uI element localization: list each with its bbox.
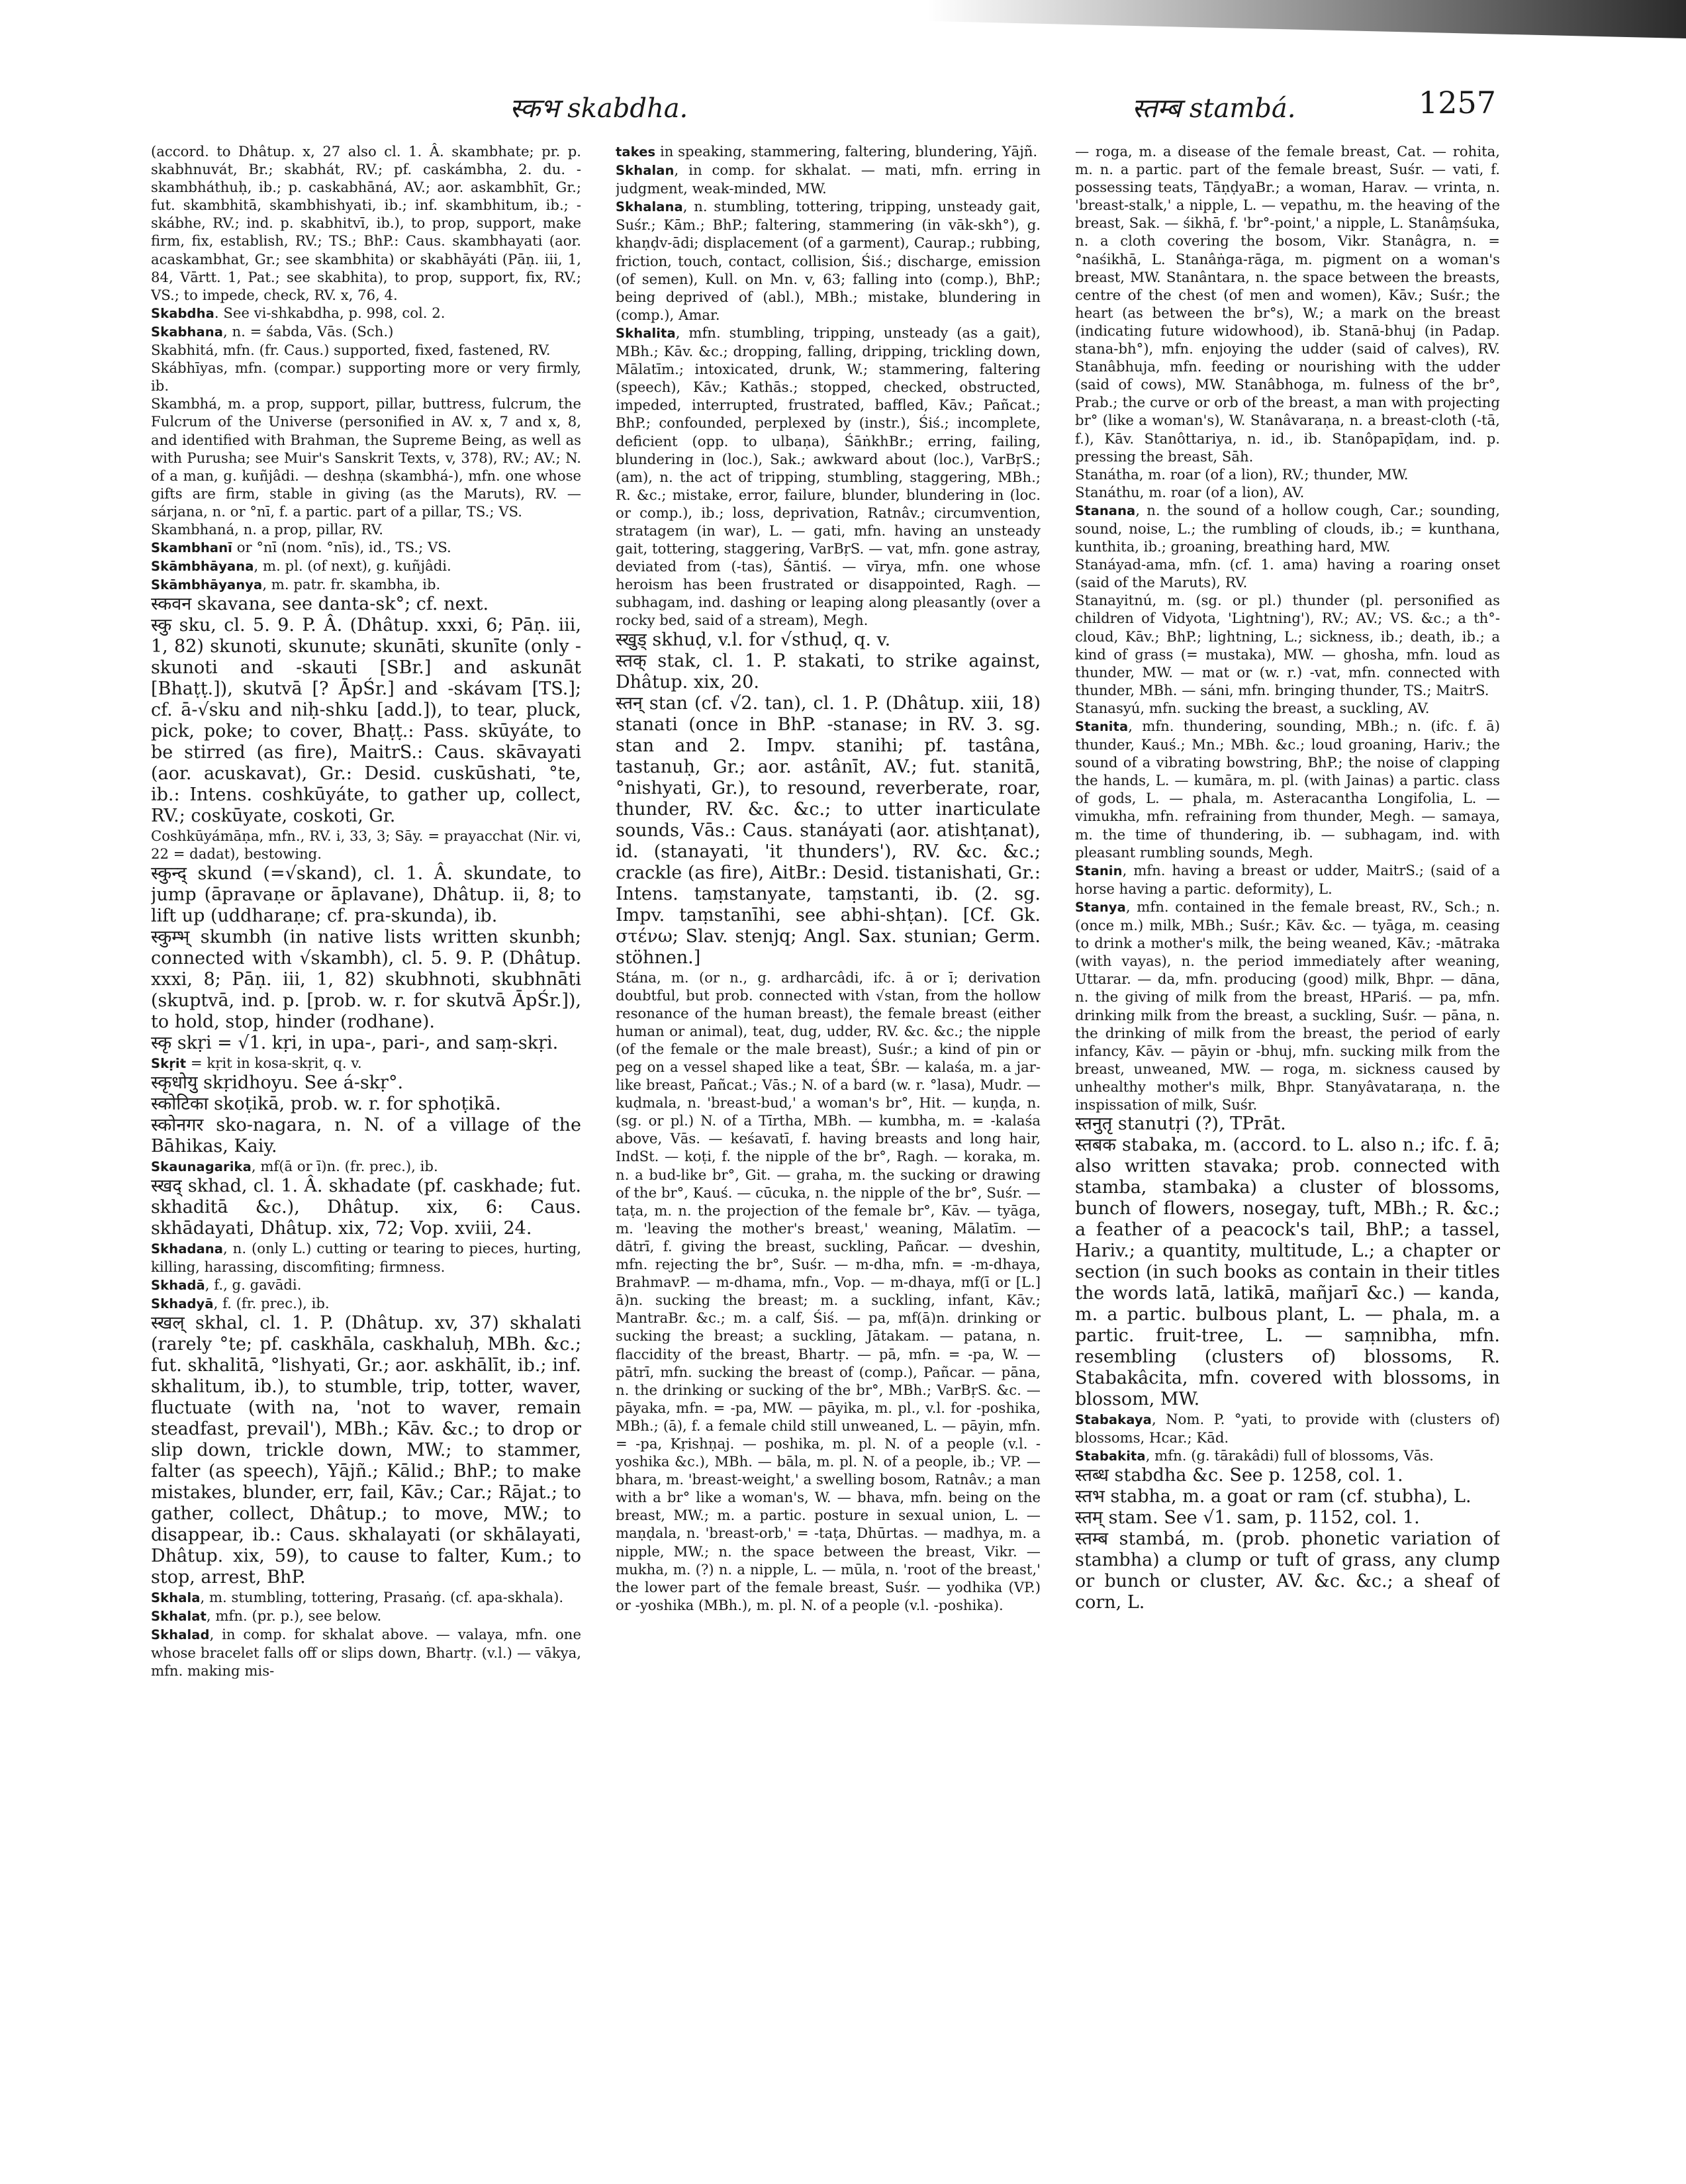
dictionary-entry: Skhalita, mfn. stumbling, tripping, unsteady (as a gait), MBh.; Kāv. &c.; dropping, falling, dripping, trickling down, Mālatīm.; intoxicated, drunk, W.; stammering, faltering (speech), Kāv.; Kathās.; stopped, checked, obstructed, impeded, interrupted, frustrated, baffled, Kāv.; Pañcat.; BhP.; confounded, perplexed by (instr.), Śiś.; incomplete, deficient (opp. to ulbaṇa), ŚāṅkhBr.; erring, failing, blundering in (loc.), Sak.; awkward about (loc.), VarBṛS.; (am), n. the act of tripping, stumbling, staggering, MBh.; R. &c.; mistake, error, failure, blunder, blundering in (loc. or comp.), ib.; loss, deprivation, Ratnâv.; circumvention, stratagem (in war), L. — gati, mfn. having an unsteady gait, tottering, staggering, VarBṛS. — vat, mfn. gone astray, deviated from (-tas), Śāntiś. — vīrya, mfn. one whose heroism has been frustrated or disappointed, Ragh. — subhagam, ind. dashing or leaping along pleasantly (over a rocky bed, said of a stream), Megh.	[616, 324, 1041, 629]
dictionary-entry: Skhala, m. stumbling, tottering, Prasaṅg. (cf. apa-skhala).	[151, 1589, 564, 1606]
dictionary-entry: Skaunagarika, mf(ā or ī)n. (fr. prec.), ib.	[151, 1157, 438, 1174]
dictionary-entry: स्कोटिका skoṭikā, prob. w. r. for sphoṭikā.	[151, 1093, 501, 1114]
dictionary-entry: स्तम् stam. See √1. sam, p. 1152, col. 1.	[1075, 1507, 1420, 1529]
dictionary-entry: Stabakita, mfn. (g. tārakâdi) full of blossoms, Vās.	[1075, 1447, 1434, 1464]
dictionary-entry: स्तनुतृ stanutṛi (?), TPrāt.	[1075, 1114, 1286, 1135]
dictionary-entry: स्कवन skavana, see danta-sk°; cf. next.	[151, 594, 489, 615]
dictionary-entry: Stanátha, m. roar (of a lion), RV.; thunder, MW.	[1075, 465, 1409, 483]
dictionary-entry: स्तभ stabha, m. a goat or ram (cf. stubha), L.	[1075, 1486, 1472, 1507]
dictionary-entry: Stanana, n. the sound of a hollow cough, Car.; sounding, sound, noise, L.; the rumbling of clouds, ib.; = kunthana, kunthita, ib.; groaning, breathing hard, MW.	[1075, 501, 1500, 555]
dictionary-entry: स्खल् skhal, cl. 1. P. (Dhâtup. xv, 37) skhalati (rarely °te; pf. caskhāla, caskhaluḥ, MBh. &c.; fut. skhalitā, °lishyati, Gr.; aor. askhālīt, ib.; inf. skhalitum, ib.), to stumble, trip, totter, waver, fluctuate (with na, 'not to waver, remain steadfast, prevail'), MBh.; Kāv. &c.; to drop or slip down, trickle down, MW.; to stammer, falter (as speech), Yājñ.; Kālid.; BhP.; to make mistakes, blunder, err, fail, Kāv.; Car.; Rājat.; to gather, collect, Dhâtup.; to move, MW.; to disappear, ib.: Caus. skhalayati (or skhālayati, Dhâtup. xix, 59), to cause to falter, Kum.; to stop, arrest, BhP.	[151, 1313, 581, 1588]
dictionary-entry: Skāmbhāyana, m. pl. (of next), g. kuñjâdi.	[151, 557, 451, 575]
dictionary-entry: स्तक् stak, cl. 1. P. stakati, to strike against, Dhâtup. xix, 20.	[616, 650, 1041, 692]
dictionary-entry: Stána, m. (or n., g. ardharcâdi, ifc. ā or ī; derivation doubtful, but prob. connected with √stan, from the hollow resonance of the human breast), the female breast (either human or animal), teat, dug, udder, RV. &c. &c.; the nipple (of the female or the male breast), Suśr.; a kind of pin or peg on a vessel shaped like a teat, ŚBr. — kalaśa, m. a jar-like breast, Pañcat.; Vās.; N. of a bard (w. r. °lasa), Mudr. — kuḍmala, n. 'breast-bud,' a woman's br°, Hit. — kuṇḍa, n. (sg. or pl.) N. of a Tīrtha, MBh. — kumbha, m. = -kalaśa above, Vās. — keśavatī, f. having breasts and long hair, IndSt. — koṭi, f. the nipple of the br°, Ragh. — koraka, m. n. a bud-like br°, Git. — graha, m. the sucking or drawing of the br°, Kauś. — cūcuka, n. the nipple of the br°, Suśr. — taṭa, m. n. the projection of the female br°, Kāv. — tyāga, m. 'leaving the mother's breast,' weaning, Mālatīm. — dātrī, f. giving the breast, suckling, Pañcar. — dveshin, mfn. rejecting the br°, Suśr. — m-dha, mfn. = -m-dhaya, BrahmavP. — m-dhama, mfn., Vop. — m-dhaya, mf(ī or [L.] ā)n. sucking the breast; m. a suckling, infant, Kāv.; MantraBr. &c.; m. a calf, Śiś. — pa, mf(ā)n. drinking or sucking the breast; a suckling, Jātakam. — patana, n. flaccidity of the breast, Bhartṛ. — pā, mfn. = -pa, W. — pātrī, mfn. sucking the breast of (comp.), Pañcar. — pāna, n. the drinking or sucking of the br°, MBh.; VarBṛS. &c. — pāyaka, mfn. = -pa, MW. — pāyika, m. pl., v.l. for -poshika, MBh.; (ā), f. a female child still unweaned, L. — pāyin, mfn. = -pa, Kṛishṇaj. — poshika, m. pl. N. of a people (v.l. -yoshika &c.), MBh. — bāla, m. pl. N. of a people, ib.; VP. — bhara, m. 'breast-weight,' a swelling bosom, Ratnâv.; a man with a br° like a woman's, W. — bhava, mfn. being on the breast, MW.; m. a partic. posture in sexual union, L. — maṇḍala, n. 'breast-orb,' = -taṭa, Dhūrtas. — madhya, m. a nipple, MW.; n. the space between the breast, Vikr. — mukha, m. (?) n. a nipple, L. — mūla, n. 'root of the breast,' the lower part of the female breast, Suśr. — yodhika (VP.) or -yoshika (MBh.), m. pl. N. of a people (v.l. -poshika).	[616, 969, 1041, 1613]
dictionary-entry: Stanin, mfn. having a breast or udder, MaitrS.; (said of a horse having a partic. deformity), L.	[1075, 861, 1500, 897]
dictionary-entry: Skhadyā, f. (fr. prec.), ib.	[151, 1295, 330, 1311]
dictionary-entry: Skambhá, m. a prop, support, pillar, buttress, fulcrum, the Fulcrum of the Universe (personified in AV. x, 7 and x, 8, and identified with Brahman, the Supreme Being, as well as with Purusha; see Muir's Sanskrit Texts, v, 378), RV.; AV.; N. of a man, g. kuñjâdi. — deshṇa (skambhá-), mfn. one whose gifts are firm, stable in giving (as the Maruts), RV. — sárjana, n. or °nī, f. a partic. part of a pillar, TS.; VS.	[151, 395, 581, 520]
dictionary-entry: Stanáyad-ama, mfn. (cf. 1. ama) having a roaring onset (said of the Maruts), RV.	[1075, 556, 1500, 591]
dictionary-entry: Skhadana, n. (only L.) cutting or tearing to pieces, hurting, killing, harassing, discomfiting; firmness.	[151, 1239, 581, 1275]
dictionary-entry: Skábhīyas, mfn. (compar.) supporting more or very firmly, ib.	[151, 359, 581, 395]
dictionary-entry: Stanáthu, m. roar (of a lion), AV.	[1075, 483, 1305, 500]
dictionary-entry: Skṛit = kṛit in kosa-skṛit, q. v.	[151, 1054, 362, 1071]
dictionary-entry: Skāmbhāyanya, m. patr. fr. skambha, ib.	[151, 576, 441, 593]
page-number: 1257	[1418, 85, 1496, 120]
dictionary-entry: स्तबक stabaka, m. (accord. to L. also n.; ifc. f. ā; also written stavaka; prob. connected with stamba, stambaka) a cluster of blossoms, bunch of flowers, nosegay, tuft, MBh.; R. &c.; a feather of a peacock's tail, BhP.; a tassel, Hariv.; a quantity, multitude, L.; a chapter or section (in such books as contain in their titles the words latā, latikā, mañjarī &c.) — kanda, m. a partic. bulbous plant, L. — phala, m. a partic. fruit-tree, L. — saṃnibha, mfn. resembling (clusters of) blossoms, R. Stabakâcita, mfn. covered with blossoms, in blossom, MW.	[1075, 1135, 1500, 1410]
dictionary-entry: Skhadā, f., g. gavādi.	[151, 1276, 302, 1293]
dictionary-entry: Stanita, mfn. thundering, sounding, MBh.; n. (ifc. f. ā) thunder, Kauś.; Mn.; MBh. &c.; loud groaning, Hariv.; the sound of a vibrating bowstring, BhP.; the noise of clapping the hands, L. — kumāra, m. pl. (with Jainas) a partic. class of gods, L. — phala, m. Asteracantha Longifolia, L. — vimukha, mfn. refraining from thunder, Megh. — samaya, m. the time of thundering, ib. — subhagam, ind. with pleasant rumbling sounds, Megh.	[1075, 718, 1500, 861]
dictionary-entry: Skambhanī or °nī (nom. °nīs), id., TS.; VS.	[151, 539, 451, 556]
dictionary-entry: स्कृ skṛi = √1. kṛi, in upa-, pari-, and saṃ-skṛi.	[151, 1032, 559, 1053]
column-1	[151, 142, 581, 2155]
dictionary-entry: स्खुड् skhuḍ, v.l. for √sthuḍ, q. v.	[616, 629, 891, 650]
dictionary-entry: स्खद् skhad, cl. 1. Â. skhadate (pf. caskhade; fut. skhaditā &c.), Dhâtup. xix, 6: Caus. skhādayati, Dhâtup. xix, 72; Vop. xviii, 24.	[151, 1175, 581, 1239]
header-left-headword: स्कभ skabdha.	[510, 93, 688, 124]
dictionary-entry: Skhalana, n. stumbling, tottering, tripping, unsteady gait, Suśr.; Kām.; BhP.; faltering, stammering (in vāk-skh°), g. khaṇḍv-ādi; displacement (of a garment), Caurap.; rubbing, friction, touch, contact, collision, Śiś.; discharge, emission (of semen), Kull. on Mn. v, 63; falling into (comp.), BhP.; being deprived of (abl.), MBh.; mistake, blundering in (comp.), Amar.	[616, 198, 1041, 323]
dictionary-entry: — roga, m. a disease of the female breast, Cat. — rohita, m. n. a partic. part of the female breast, Suśr. — vati, f. possessing teats, TāṇḍyaBr.; a woman, Harav. — vrinta, n. 'breast-stalk,' a nipple, L. — vepathu, m. the heaving of the breast, Sak. — śikhā, f. 'br°-point,' a nipple, L. Stanâṃśuka, n. a cloth covering the bosom, Vikr. Stanâgra, n. = °naśikhā, L. Stanâṅga-rāga, m. pigment on a woman's breast, MW. Stanântara, n. the space between the breasts, centre of the chest (of men and women), Kāv.; Suśr.; the heart (as between the br°s), W.; a mark on the breast (indicating future widowhood), ib. Stanā-bhuj (in Padap. stana-bh°), mfn. enjoying the udder (said of calves), RV. Stanâbhuja, mfn. feeding or nourishing with the udder (said of cows), MW. Stanâbhoga, m. fulness of the br°, Prab.; the curve or orb of the breast, a man with projecting br° (like a woman's), W. Stanâvaraṇa, n. a breast-cloth (-tā, f.), Kāv. Stanôttariya, n. id., ib. Stanôpapīḍam, ind. p. pressing the breast, Sāh.	[1075, 143, 1500, 465]
dictionary-entry: स्कुम्भ् skumbh (in native lists written skunbh; connected with √skambh), cl. 5. 9. P. (Dhâtup. xxxi, 8; Pāṇ. iii, 1, 82) skubhnoti, skubhnāti (skuptvā, ind. p. [prob. w. r. for skutvā ĀpŚr.]), to hold, stop, hinder (rodhane).	[151, 926, 581, 1032]
dictionary-entry: Skhalan, in comp. for skhalat. — mati, mfn. erring in judgment, weak-minded, MW.	[616, 162, 1041, 197]
dictionary-entry: Skabhana, n. = śabda, Vās. (Sch.)	[151, 322, 394, 340]
dictionary-entry: Skabdha. See vi-shkabdha, p. 998, col. 2.	[151, 304, 445, 321]
header-right-headword: स्तम्ब stambá.	[1132, 93, 1296, 124]
dictionary-entry: (accord. to Dhâtup. x, 27 also cl. 1. Â. skambhate; pr. p. skabhnuvát, Br.; skabhát, RV.; pf. caskámbha, 2. du. -skambháthuḥ, ib.; p. caskabhāná, AV.; aor. askambhīt, Gr.; fut. skambhitā, skambhishyati, ib.; inf. skambhitum, ib.; -skábhe, RV.; ind. p. skabhitvī, ib.), to prop, support, make firm, fix, establish, RV.; TS.; BhP.: Caus. skambhayati (aor. acaskambhat, Gr.; see skambhita) or skabhāyáti (Pāṇ. iii, 1, 84, Vārtt. 1, Pat.; see skabhita), to prop, support, fix, RV.; VS.; to impede, check, RV. x, 76, 4.	[151, 143, 581, 303]
dictionary-entry: Skabhitá, mfn. (fr. Caus.) supported, fixed, fastened, RV.	[151, 342, 551, 359]
dictionary-entry: takes in speaking, stammering, faltering, blundering, Yājñ.	[616, 143, 1038, 160]
dictionary-entry: Stabakaya, Nom. P. °yati, to provide with (clusters of) blossoms, Hcar.; Kād.	[1075, 1411, 1500, 1447]
dictionary-entry: Skhalat, mfn. (pr. p.), see below.	[151, 1607, 382, 1625]
dictionary-entry: स्कु sku, cl. 5. 9. P. Â. (Dhâtup. xxxi, 6; Pāṇ. iii, 1, 82) skunoti, skunute; skunāti, skunīte (only -skunoti and -skauti [SBr.] and askunāt [Bhaṭṭ.]), skutvā [? ĀpŚr.] and -skávam [TS.]; cf. ā-√sku and niḥ-shku [add.]), to tear, pluck, pick, poke; to cover, Bhaṭṭ.: Pass. skūyáte, to be stirred (as fire), MaitrS.: Caus. skāvayati (aor. acuskavat), Gr.: Desid. cuskūshati, °te, ib.: Intens. coshkūyáte, to gather up, collect, RV.; coskūyate, coskoti, Gr.	[151, 615, 581, 827]
dictionary-entry: Skambhaná, n. a prop, pillar, RV.	[151, 520, 383, 538]
dictionary-entry: Stanya, mfn. contained in the female breast, RV., Sch.; n. (once m.) milk, MBh.; Suśr.; Kāv. &c. — tyāga, m. ceasing to drink a mother's milk, the being weaned, Kāv.; -mātraka (with vayas), n. the period immediately after weaning, Uttarar. — da, mfn. producing (good) milk, Bhpr. — dāna, n. the giving of milk from the breast, HPariś. — pa, mfn. drinking milk from the breast, a suckling, Suśr. — pāna, n. the drinking of milk from the breast, the period of early infancy, Kāv. — pāyin or -bhuj, mfn. sucking milk from the breast, unweaned, MW. — roga, m. sickness caused by unhealthy mother's milk, Bhpr. Stanyâvataraṇa, n. the inspissation of milk, Suśr.	[1075, 898, 1500, 1113]
dictionary-entry: स्कृधोयु skṛidhoyu. See á-skṛ°.	[151, 1072, 404, 1093]
dictionary-entry: Skhalad, in comp. for skhalat above. — valaya, mfn. one whose bracelet falls off or slips down, Bhartṛ. (v.l.) — vākya, mfn. making mis-	[151, 1626, 581, 1680]
scan-edge-shadow	[0, 0, 1686, 38]
running-header	[152, 85, 1496, 131]
dictionary-entry: स्तम्ब stambá, m. (prob. phonetic variation of stambha) a clump or tuft of grass, any clump or bunch or cluster, AV. &c. &c.; a sheaf of corn, L.	[1075, 1529, 1500, 1613]
dictionary-columns	[151, 142, 1500, 2155]
dictionary-entry: Coshkūyámāṇa, mfn., RV. i, 33, 3; Sāy. = prayacchat (Nir. vi, 22 = dadat), bestowing.	[151, 828, 581, 863]
dictionary-entry: स्तब्ध stabdha &c. See p. 1258, col. 1.	[1075, 1465, 1403, 1486]
column-3	[1075, 142, 1500, 2155]
dictionary-entry: Stanayitnú, m. (sg. or pl.) thunder (pl. personified as children of Vidyota, 'Lightning'), RV.; AV.; VS. &c.; a th°-cloud, Kāv.; BhP.; lightning, L.; sickness, ib.; death, ib.; a kind of grass (= mustaka), MW. — ghosha, mfn. loud as thunder, MW. — mat or (w. r.) -vat, mfn. connected with thunder, MBh. — sáni, mfn. bringing thunder, TS.; MaitrS.	[1075, 592, 1500, 698]
dictionary-entry: Stanasyú, mfn. sucking the breast, a suckling, AV.	[1075, 699, 1430, 716]
dictionary-entry: स्तन् stan (cf. √2. tan), cl. 1. P. (Dhâtup. xiii, 18) stanati (once in BhP. -stanase; in RV. 3. sg. stan and 2. Impv. stanihi; pf. tastâna, tastanuḥ, Gr.; aor. astânīt, AV.; fut. stanitā, °nishyati, Gr.), to resound, reverberate, roar, thunder, RV. &c. &c.; to utter inarticulate sounds, Vās.: Caus. stanáyati (aor. atishṭanat), id. (stanayati, 'it thunders'), RV. &c. &c.; crackle (as fire), AitBr.: Desid. tistanishati, Gr.: Intens. taṃstanyate, taṃstanti, ib. (2. sg. Impv. taṃstanīhi, see abhi-shṭan). [Cf. Gk. στένω; Slav. stenjq; Angl. Sax. stunian; Germ. stöhnen.]	[616, 692, 1041, 968]
dictionary-entry: स्कोनगर sko-nagara, n. N. of a village of the Bāhikas, Kaiy.	[151, 1114, 581, 1157]
column-2	[616, 142, 1041, 2155]
dictionary-entry: स्कुन्द् skund (=√skand), cl. 1. Â. skundate, to jump (āpravaṇe or āplavane), Dhâtup. ii, 8; to lift up (uddharaṇe; cf. pra-skunda), ib.	[151, 863, 581, 926]
